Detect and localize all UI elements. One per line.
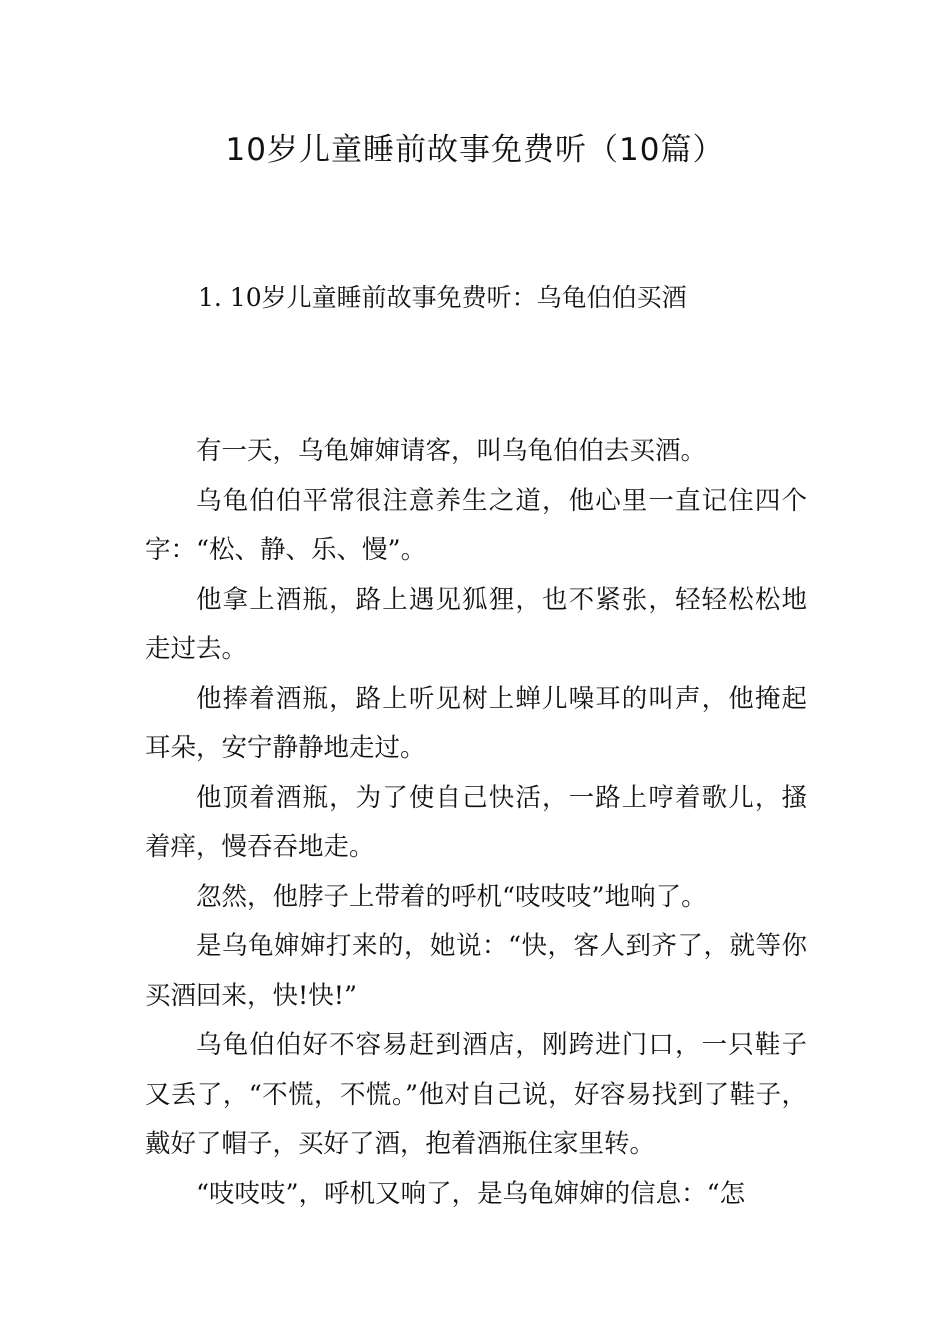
paragraph: 有一天，乌龟婶婶请客，叫乌龟伯伯去买酒。 bbox=[196, 436, 707, 466]
paragraph: 他捧着酒瓶，路上听见树上蝉儿噪耳的叫声，他掩起耳朵，安宁静静地走过。 bbox=[145, 683, 807, 763]
paragraph: 乌龟伯伯好不容易赶到酒店，刚跨进门口，一只鞋子又丢了，“不慌，不慌。”他对自己说，好容易找到了鞋子，戴好了帽子，买好了酒，抱着酒瓶住家里转。 bbox=[145, 1030, 807, 1159]
story-body bbox=[145, 427, 807, 1219]
paragraph: 忽然，他脖子上带着的呼机“吱吱吱”地响了。 bbox=[196, 881, 707, 912]
paragraph: 乌龟伯伯平常很注意养生之道，他心里一直记住四个字：“松、静、乐、慢”。 bbox=[145, 485, 807, 565]
section-heading: 1. 10岁儿童睡前故事免费听：乌龟伯伯买酒 bbox=[198, 283, 687, 312]
paragraph: 他顶着酒瓶，为了使自己快活，一路上哼着歌儿，搔着痒，慢吞吞地走。 bbox=[145, 782, 807, 862]
document-title: 10岁儿童睡前故事免费听（10篇） bbox=[225, 132, 725, 168]
paragraph: 他拿上酒瓶，路上遇见狐狸，也不紧张，轻轻松松地走过去。 bbox=[145, 584, 807, 664]
paragraph: “吱吱吱”，呼机又响了，是乌龟婶婶的信息：“怎 bbox=[196, 1178, 746, 1209]
paragraph: 是乌龟婶婶打来的，她说：“快，客人到齐了，就等你买酒回来，快!快!” bbox=[145, 931, 807, 1011]
